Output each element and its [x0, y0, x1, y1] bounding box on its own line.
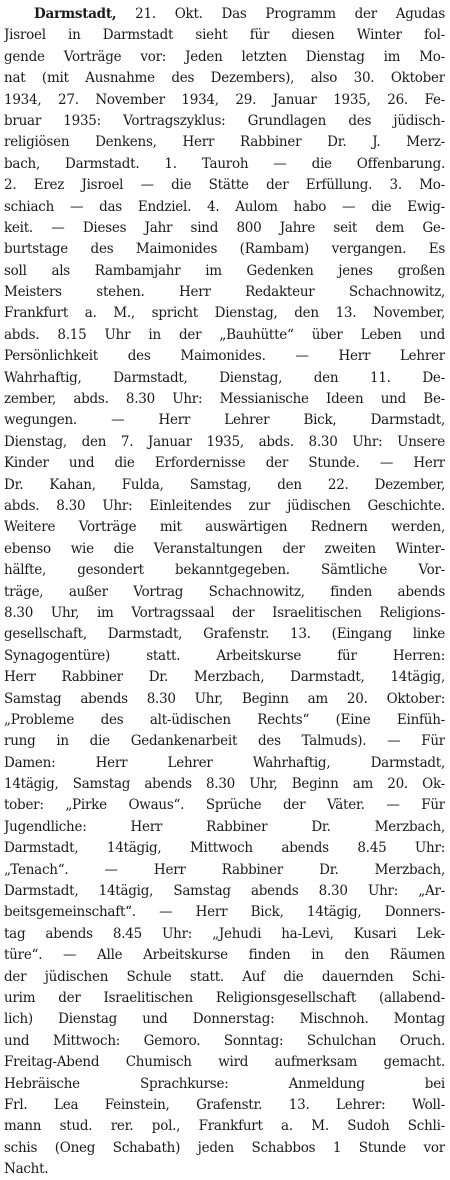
text-line: Persönlichkeit des Maimonides. — Herr Lehrer: [4, 348, 445, 365]
text-line: bruar 1935: Vortragszyklus: Grundlagen des jüdisch-: [4, 112, 445, 129]
text-line: Meisters stehen. Herr Redakteur Schachnowitz,: [4, 284, 445, 301]
text-line: tober: „Pirke Owaus“. Sprüche der Väter. — Für: [4, 797, 445, 814]
text-line: Dienstag, den 7. Januar 1935, abds. 8.30 Uhr: Unsere: [4, 433, 445, 450]
text-line: ebenso wie die Veranstaltungen der zweiten Winter-: [4, 540, 445, 557]
text-line: Frankfurt a. M., spricht Dienstag, den 13. November,: [4, 305, 445, 322]
text-line: gende Vorträge vor: Jeden letzten Dienstag im Mo-: [4, 48, 445, 65]
text-line: Freitag-Abend Chumisch wird aufmerksam gemacht.: [4, 1054, 445, 1071]
text-line: Jisroel in Darmstadt sieht für diesen Winter fol-: [4, 27, 445, 44]
text-line: urim der Israelitischen Religionsgesellschaft (allabend-: [4, 989, 445, 1006]
text-line: 1934, 27. November 1934, 29. Januar 1935, 26. Fe-: [4, 91, 445, 108]
text-line: Hebräische Sprachkurse: Anmeldung bei: [4, 1075, 445, 1092]
text-line: Damen: Herr Lehrer Wahrhaftig, Darmstadt,: [4, 754, 445, 771]
text-line: tag abends 8.45 Uhr: „Jehudi ha-Levi, Kusari Lek-: [4, 925, 445, 942]
article-text: [4, 4, 445, 1180]
text-line: 2. Erez Jisroel — die Stätte der Erfüllung. 3. Mo-: [4, 177, 445, 194]
text-line: nat (mit Ausnahme des Dezembers), also 30. Oktober: [4, 70, 445, 87]
text-line: 8.30 Uhr, im Vortragssaal der Israelitischen Religions-: [4, 604, 445, 621]
text-line: Weitere Vorträge mit auswärtigen Rednern werden,: [4, 519, 445, 536]
text-line: schiach — das Endziel. 4. Aulom habo — die Ewig-: [4, 198, 445, 215]
text-line: soll als Rambamjahr im Gedenken jenes großen: [4, 262, 445, 279]
text-line: abds. 8.15 Uhr in der „Bauhütte“ über Leben und: [4, 326, 445, 343]
text-line: religiösen Denkens, Herr Rabbiner Dr. J. Merz-: [4, 134, 445, 151]
text-line: hälfte, gesondert bekanntgegeben. Sämtliche Vor-: [4, 562, 445, 579]
text-line: „Tenach“. — Herr Rabbiner Dr. Merzbach,: [4, 861, 445, 878]
text-line: und Mittwoch: Gemoro. Sonntag: Schulchan Oruch.: [4, 1032, 445, 1049]
text-line: beitsgemeinschaft“. — Herr Bick, 14tägig, Donners-: [4, 904, 445, 921]
text-line: Synagogentüre) statt. Arbeitskurse für Herren:: [4, 647, 445, 664]
text-line: mann stud. rer. pol., Frankfurt a. M. Sudoh Schli-: [4, 1118, 445, 1135]
text-line: burtstage des Maimonides (Rambam) vergangen. Es: [4, 241, 445, 258]
text-line: Samstag abends 8.30 Uhr, Beginn am 20. Oktober:: [4, 690, 445, 707]
text-line: Nacht.: [4, 1161, 49, 1178]
text-line: [4, 4, 445, 25]
text-line: 14tägig, Samstag abends 8.30 Uhr, Beginn am 20. Ok-: [4, 776, 445, 793]
dateline-place: Darmstadt,: [34, 6, 117, 22]
text-line-rest: 21. Okt. Das Programm der Agudas: [116, 6, 445, 22]
text-line: gesellschaft, Darmstadt, Grafenstr. 13. (Eingang linke: [4, 626, 445, 643]
text-line: türe“. — Alle Arbeitskurse finden in den Räumen: [4, 947, 445, 964]
text-line: Darmstadt, 14tägig, Mittwoch abends 8.45 Uhr:: [4, 840, 445, 857]
text-line: der jüdischen Schule statt. Auf die dauernden Schi-: [4, 968, 445, 985]
text-line: „Probleme des alt-üdischen Rechts“ (Eine Einfüh-: [4, 711, 445, 728]
text-line: rung in die Gedankenarbeit des Talmuds). — Für: [4, 733, 445, 750]
text-line: Darmstadt, 14tägig, Samstag abends 8.30 Uhr: „Ar-: [4, 883, 445, 900]
text-line: lich) Dienstag und Donnerstag: Mischnoh. Montag: [4, 1011, 445, 1028]
text-line: schis (Oneg Schabath) jeden Schabbos 1 Stunde vor: [4, 1139, 445, 1156]
text-line: zember, abds. 8.30 Uhr: Messianische Ideen und Be-: [4, 391, 445, 408]
text-line: Wahrhaftig, Darmstadt, Dienstag, den 11. De-: [4, 369, 445, 386]
text-line: träge, außer Vortrag Schachnowitz, finden abends: [4, 583, 445, 600]
text-line: Dr. Kahan, Fulda, Samstag, den 22. Dezember,: [4, 476, 445, 493]
text-line: keit. — Dieses Jahr sind 800 Jahre seit dem Ge-: [4, 219, 445, 236]
text-line: bach, Darmstadt. 1. Tauroh — die Offenbarung.: [4, 155, 445, 172]
text-line: wegungen. — Herr Lehrer Bick, Darmstadt,: [4, 412, 445, 429]
text-line: Kinder und die Erfordernisse der Stunde. — Herr: [4, 455, 445, 472]
text-line: Herr Rabbiner Dr. Merzbach, Darmstadt, 14tägig,: [4, 669, 445, 686]
text-line: Jugendliche: Herr Rabbiner Dr. Merzbach,: [4, 818, 445, 835]
text-line: Frl. Lea Feinstein, Grafenstr. 13. Lehrer: Woll-: [4, 1096, 445, 1113]
text-line: abds. 8.30 Uhr: Einleitendes zur jüdischen Geschichte.: [4, 497, 445, 514]
